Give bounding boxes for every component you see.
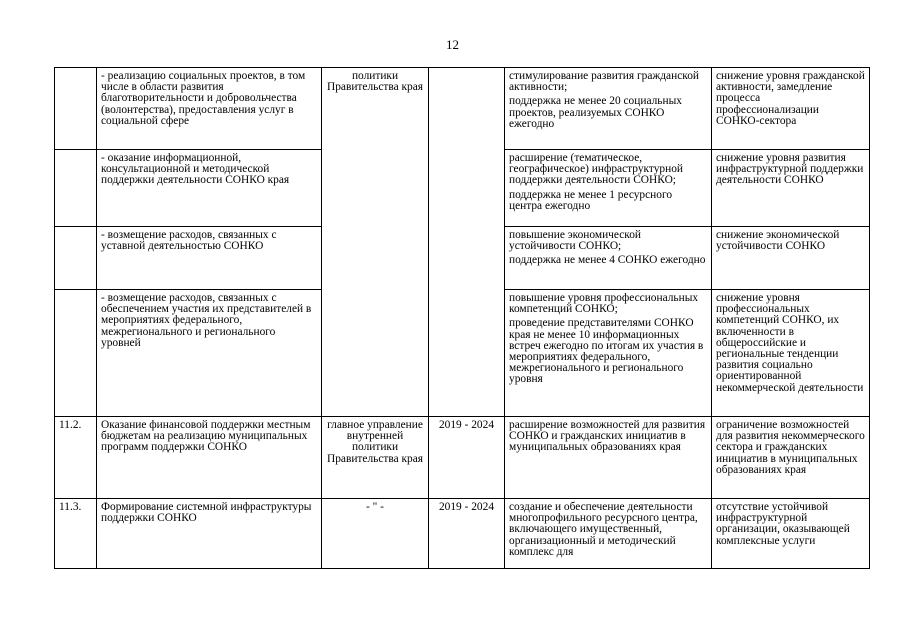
activity-cell: - возмещение расходов, связанных с обеспечением участия их представителей в мероприятиях федерального, межрегионального и регионального уровней xyxy=(97,290,322,417)
expected-result-cell xyxy=(505,68,712,150)
consequence-cell: отсутствие устойчивой инфраструктурной организации, оказывающей комплексные услуги xyxy=(712,499,870,569)
executor-cell: - " - xyxy=(322,499,429,569)
table-row xyxy=(55,499,870,569)
row-number-cell xyxy=(55,227,97,290)
consequence-cell: снижение уровня развития инфраструктурной поддержки деятельности СОНКО xyxy=(712,150,870,227)
activity-cell: - реализацию социальных проектов, в том числе в области развития благотворительности и добровольчества (волонтерства), предоставления услуг в социальной сфере xyxy=(97,68,322,150)
expected-result-cell xyxy=(505,499,712,569)
result-text: поддержка не менее 20 социальных проектов, реализуемых СОНКО ежегодно xyxy=(509,95,682,130)
activity-cell: - возмещение расходов, связанных с уставной деятельностью СОНКО xyxy=(97,227,322,290)
consequence-cell: ограничение возможностей для развития некоммерческого сектора и гражданских инициатив в муниципальных образованиях края xyxy=(712,417,870,499)
period-cell: 2019 - 2024 xyxy=(429,417,505,499)
result-text: стимулирование развития гражданской активности; xyxy=(509,70,700,94)
executor-cell: главное управление внутренней политики Правительства края xyxy=(322,417,429,499)
consequence-cell: снижение уровня профессиональных компетенций СОНКО, их включенности в общероссийские и региональные тенденции развития социально ориентированной некоммерческой деятельности xyxy=(712,290,870,417)
expected-result-cell xyxy=(505,417,712,499)
row-number-cell: 11.3. xyxy=(55,499,97,569)
consequence-cell: снижение уровня гражданской активности, замедление процесса профессионализации СОНКО-сектора xyxy=(712,68,870,150)
table-row xyxy=(55,417,870,499)
result-text: поддержка не менее 1 ресурсного центра ежегодно xyxy=(509,188,673,212)
result-text: создание и обеспечение деятельности многопрофильного ресурсного центра, включающего имущественный, организационный и методический комплекс для xyxy=(509,501,698,558)
consequence-cell: снижение экономической устойчивости СОНКО xyxy=(712,227,870,290)
activity-cell: Оказание финансовой поддержки местным бюджетам на реализацию муниципальных программ поддержки СОНКО xyxy=(97,417,322,499)
expected-result-cell xyxy=(505,227,712,290)
result-text: расширение возможностей для развития СОНКО и гражданских инициатив в муниципальных образованиях края xyxy=(509,419,706,454)
expected-result-cell xyxy=(505,150,712,227)
row-number-cell xyxy=(55,290,97,417)
activity-cell: Формирование системной инфраструктуры поддержки СОНКО xyxy=(97,499,322,569)
result-text: расширение (тематическое, географическое) инфраструктурной поддержки деятельности СОНКО; xyxy=(509,152,684,187)
period-cell xyxy=(429,68,505,417)
table-row xyxy=(55,68,870,150)
period-cell: 2019 - 2024 xyxy=(429,499,505,569)
result-text: повышение уровня профессиональных компетенций СОНКО; xyxy=(509,292,699,316)
activity-cell: - оказание информационной, консультационной и методической поддержки деятельности СОНКО края xyxy=(97,150,322,227)
page-number: 12 xyxy=(446,37,459,52)
result-text: поддержка не менее 4 СОНКО ежегодно xyxy=(509,254,706,267)
result-text: повышение экономической устойчивости СОНКО; xyxy=(509,229,642,253)
program-activities-table xyxy=(54,67,870,569)
row-number-cell: 11.2. xyxy=(55,417,97,499)
expected-result-cell xyxy=(505,290,712,417)
row-number-cell xyxy=(55,150,97,227)
row-number-cell xyxy=(55,68,97,150)
executor-cell: политики Правительства края xyxy=(322,68,429,417)
result-text: проведение представителями СОНКО края не менее 10 информационных встреч ежегодно по итогам их участия в мероприятиях федерального, межрегионального и регионального уровня xyxy=(509,317,704,386)
